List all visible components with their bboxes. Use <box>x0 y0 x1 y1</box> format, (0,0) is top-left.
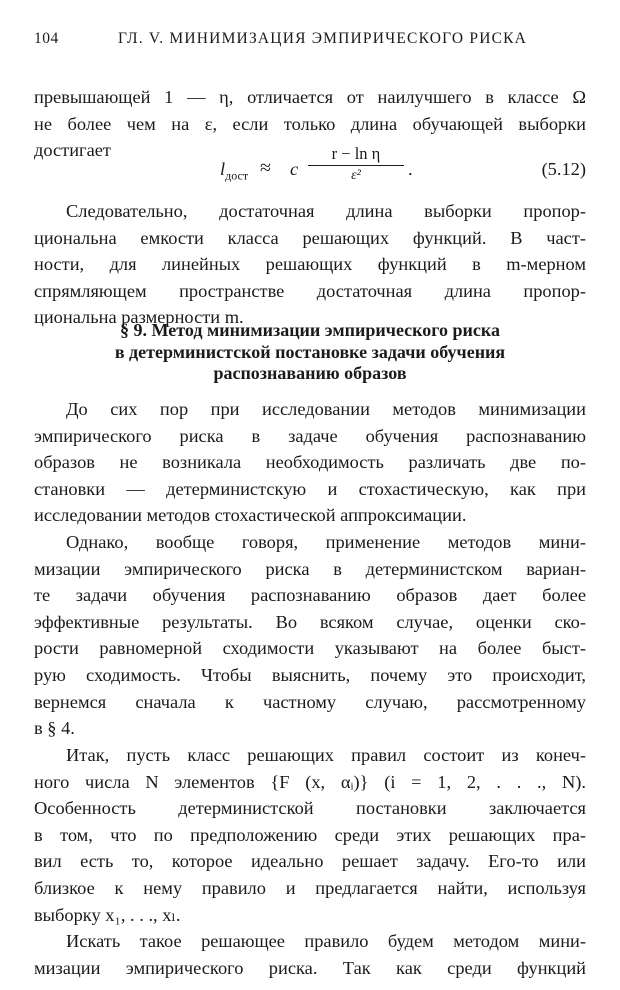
fraction-bar <box>308 165 404 166</box>
formula-approx-sign: ≈ <box>260 157 271 179</box>
formula-numerator: r − ln η <box>331 144 381 163</box>
text-line: вернемся сначала к частному случаю, рассмотренному <box>34 691 586 712</box>
text-line: циональна емкости класса решающих функций. В част- <box>34 227 586 248</box>
formula-period: . <box>408 159 413 179</box>
formula-lhs: $l_{дост}$ <box>220 159 249 183</box>
text-line: Следовательно, достаточная длина выборки пропор- <box>66 201 586 221</box>
text-line: в § 4. <box>34 718 75 739</box>
paragraph-however <box>34 529 586 742</box>
page-number: 104 <box>34 30 59 47</box>
paragraph-search <box>34 928 586 981</box>
text-line: те задачи обучения распознаванию образов дает более <box>34 585 586 606</box>
text-line: превышающей 1 — η, отличается от наилучшего в классе Ω <box>34 87 586 107</box>
formula-subscript: дост <box>225 168 249 183</box>
heading-line: § 9. Метод минимизации эмпирического риска <box>120 320 500 340</box>
text-line: Особенность детерминистской постановки заключается <box>34 798 586 819</box>
text-line: спрямляющем пространстве достаточная длина пропор- <box>34 280 586 301</box>
text-line: вил есть то, которое идеально решает задачу. Его-то или <box>34 851 586 872</box>
text-line: мизации эмпирического риска в детерминистском вариан- <box>34 558 586 579</box>
text-line: эффективные результаты. Во всяком случае, оценки ско- <box>34 611 586 632</box>
section-heading <box>34 320 586 385</box>
equation-number: (5.12) <box>541 159 586 179</box>
text-line: образов не возникала необходимость различать две по- <box>34 452 586 473</box>
chapter-title: ГЛ. V. МИНИМИЗАЦИЯ ЭМПИРИЧЕСКОГО РИСКА <box>118 30 528 47</box>
formula-5-12 <box>34 144 586 194</box>
text-line: близкое к нему правило и предлагается найти, используя <box>34 877 586 898</box>
text-line: выборку x₁, . . ., xₗ. <box>34 904 181 925</box>
paragraph-consequently <box>34 198 586 331</box>
text-line: До сих пор при исследовании методов минимизации <box>66 399 586 419</box>
heading-line: распознаванию образов <box>213 363 407 383</box>
heading-line: в детерминистской постановке задачи обучения <box>114 341 506 362</box>
text-line: становки — детерминистскую и стохастическую, как при <box>34 478 586 499</box>
text-line: циональна размерности m. <box>34 307 244 328</box>
paragraph-so <box>34 742 586 928</box>
paragraph-until-now <box>34 396 586 529</box>
formula-fraction <box>308 144 404 184</box>
text-line: ности, для линейных решающих функций в m-мерном <box>34 254 586 275</box>
formula-denominator: ε² <box>351 168 361 184</box>
running-header <box>34 30 586 52</box>
text-line: рую сходимость. Чтобы выяснить, почему это происходит, <box>34 664 586 685</box>
text-line: Искать такое решающее правило будем методом мини- <box>66 931 586 951</box>
text-line: не более чем на ε, если только длина обучающей выборки <box>34 113 586 134</box>
text-line: эмпирического риска в задаче обучения распознаванию <box>34 425 586 446</box>
text-line: ного числа N элементов {F (x, αᵢ)} (i = 1, 2, . . ., N). <box>34 771 586 792</box>
text-line: рости равномерной сходимости указывают на более быст- <box>34 638 586 659</box>
text-line: Итак, пусть класс решающих правил состоит из конеч- <box>66 745 586 765</box>
text-line: мизации эмпирического риска. Так как среди функций <box>34 957 586 978</box>
text-line: исследовании методов стохастической аппроксимации. <box>34 505 467 526</box>
text-line: в том, что по предположению среди этих решающих пра- <box>34 824 586 845</box>
text-line: достигает <box>34 140 111 161</box>
text-line: Однако, вообще говоря, применение методов мини- <box>66 532 586 552</box>
formula-coefficient: c <box>290 159 299 179</box>
